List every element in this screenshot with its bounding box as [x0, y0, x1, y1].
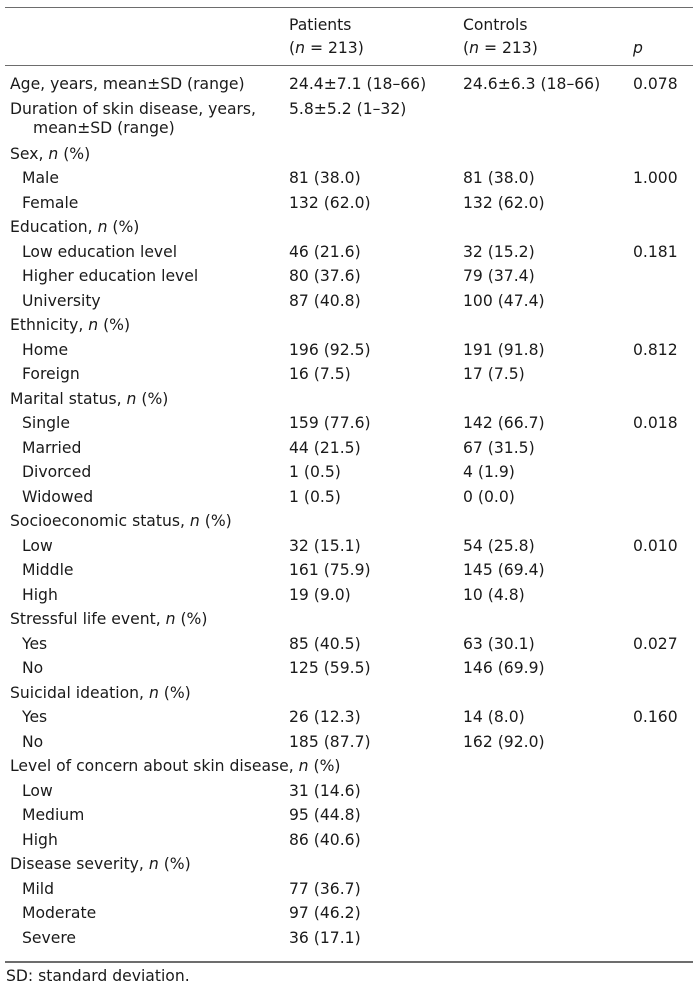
controls-value: 81 (38.0) [463, 169, 535, 187]
row-label-continued: mean±SD (range) [33, 118, 175, 137]
section-label-n: n [48, 144, 59, 163]
row-label: Yes [22, 634, 48, 653]
patients-value: 46 (21.6) [289, 242, 361, 261]
p-value: 0.027 [633, 634, 678, 653]
section-label [10, 315, 130, 335]
row-label: Single [22, 414, 70, 432]
section-label [10, 854, 191, 874]
section-label-text: Level of concern about skin disease, [10, 757, 299, 775]
section-label [10, 756, 341, 776]
header-patients-n: (n = 213) [289, 39, 364, 57]
patients-value: 1 (0.5) [289, 487, 341, 506]
section-label-n: n [97, 218, 108, 236]
controls-value: 63 (30.1) [463, 634, 535, 653]
row-label: University [22, 291, 101, 310]
controls-value: 100 (47.4) [463, 291, 545, 310]
p-value: 0.812 [633, 340, 678, 359]
patients-value: 36 (17.1) [289, 928, 361, 947]
row-label: Divorced [22, 463, 92, 481]
row-label: Foreign [22, 365, 80, 383]
section-label [10, 217, 139, 237]
patients-value: 125 (59.5) [289, 659, 371, 677]
controls-value: 191 (91.8) [463, 340, 545, 359]
patients-value: 86 (40.6) [289, 830, 361, 849]
controls-value: 79 (37.4) [463, 267, 535, 285]
section-label-n: n [148, 683, 159, 702]
row-label: Female [22, 193, 79, 212]
section-label [10, 144, 90, 164]
row-label: Moderate [22, 904, 97, 922]
row-label: Yes [22, 708, 48, 726]
section-label-n: n [126, 389, 137, 408]
header-p-label: p [633, 39, 643, 57]
p-value: 0.181 [633, 242, 678, 261]
section-label-suffix: (%) [199, 512, 232, 530]
row-label: Higher education level [22, 267, 199, 285]
patients-value: 24.4±7.1 (18–66) [289, 75, 427, 93]
footnote: SD: standard deviation. [6, 967, 190, 985]
patients-value: 85 (40.5) [289, 634, 361, 653]
controls-value: 32 (15.2) [463, 242, 535, 261]
section-label-suffix: (%) [58, 144, 91, 163]
controls-value: 146 (69.9) [463, 659, 545, 677]
row-label: Age, years, mean±SD (range) [10, 75, 245, 93]
p-value: 1.000 [633, 169, 678, 187]
patients-value: 5.8±5.2 (1–32) [289, 99, 407, 118]
row-label: No [22, 732, 44, 751]
controls-value: 67 (31.5) [463, 438, 535, 457]
section-label-text: Suicidal ideation, [10, 683, 149, 702]
patients-value: 81 (38.0) [289, 169, 361, 187]
row-label: Male [22, 169, 59, 187]
patients-value: 77 (36.7) [289, 879, 361, 898]
controls-value: 0 (0.0) [463, 487, 515, 506]
row-label: Duration of skin disease, years, [10, 99, 257, 118]
section-label-n: n [88, 316, 99, 334]
p-value: 0.160 [633, 708, 678, 726]
p-value: 0.078 [633, 75, 678, 93]
controls-value: 162 (92.0) [463, 732, 545, 751]
section-label-n: n [148, 855, 159, 873]
patients-value: 19 (9.0) [289, 585, 351, 604]
row-label: High [22, 830, 58, 849]
patients-value: 132 (62.0) [289, 193, 371, 212]
row-label: Severe [22, 928, 76, 947]
patients-value: 159 (77.6) [289, 414, 371, 432]
patients-value: 16 (7.5) [289, 365, 351, 383]
bottom-rule [5, 961, 693, 963]
section-label [10, 609, 207, 629]
row-label: Mild [22, 879, 55, 898]
controls-value: 24.6±6.3 (18–66) [463, 75, 601, 93]
patients-value: 44 (21.5) [289, 438, 361, 457]
top-rule [5, 7, 693, 8]
section-label-text: Sex, [10, 144, 49, 163]
patients-value: 196 (92.5) [289, 340, 371, 359]
patients-value: 80 (37.6) [289, 267, 361, 285]
patients-value: 31 (14.6) [289, 781, 361, 800]
section-label [10, 389, 168, 409]
header-controls-n: (n = 213) [463, 39, 538, 57]
section-label-suffix: (%) [158, 683, 191, 702]
section-label-text: Stressful life event, [10, 610, 166, 628]
row-label: Married [22, 438, 82, 457]
controls-value: 14 (8.0) [463, 708, 525, 726]
section-label-text: Socioeconomic status, [10, 512, 190, 530]
controls-value: 10 (4.8) [463, 585, 525, 604]
row-label: Low education level [22, 242, 178, 261]
controls-value: 142 (66.7) [463, 414, 545, 432]
patients-value: 26 (12.3) [289, 708, 361, 726]
section-label [10, 683, 191, 703]
patients-value: 1 (0.5) [289, 463, 341, 481]
row-label: Low [22, 781, 53, 800]
row-label: Middle [22, 561, 74, 579]
header-patients-label: Patients [289, 16, 352, 34]
section-label-text: Disease severity, [10, 855, 149, 873]
patients-value: 32 (15.1) [289, 536, 361, 555]
section-label-text: Education, [10, 218, 98, 236]
section-label-suffix: (%) [136, 389, 169, 408]
controls-value: 54 (25.8) [463, 536, 535, 555]
row-label: Medium [22, 806, 85, 824]
header-rule [5, 65, 693, 66]
row-label: Low [22, 536, 53, 555]
section-label-n: n [165, 610, 176, 628]
patients-value: 87 (40.8) [289, 291, 361, 310]
controls-value: 132 (62.0) [463, 193, 545, 212]
patients-value: 97 (46.2) [289, 904, 361, 922]
section-label-suffix: (%) [107, 218, 140, 236]
patients-value: 95 (44.8) [289, 806, 361, 824]
header-controls-label: Controls [463, 16, 528, 34]
section-label-suffix: (%) [158, 855, 191, 873]
section-label-suffix: (%) [175, 610, 208, 628]
section-label-suffix: (%) [98, 316, 131, 334]
patients-value: 161 (75.9) [289, 561, 371, 579]
section-label-n: n [298, 757, 309, 775]
p-value: 0.010 [633, 536, 678, 555]
p-value: 0.018 [633, 414, 678, 432]
controls-value: 17 (7.5) [463, 365, 525, 383]
section-label-text: Marital status, [10, 389, 127, 408]
section-label [10, 511, 232, 531]
patients-value: 185 (87.7) [289, 732, 371, 751]
row-label: No [22, 659, 44, 677]
controls-value: 145 (69.4) [463, 561, 545, 579]
section-label-n: n [189, 512, 200, 530]
section-label-suffix: (%) [308, 757, 341, 775]
row-label: Home [22, 340, 69, 359]
section-label-text: Ethnicity, [10, 316, 89, 334]
row-label: Widowed [22, 487, 94, 506]
controls-value: 4 (1.9) [463, 463, 515, 481]
row-label: High [22, 585, 58, 604]
